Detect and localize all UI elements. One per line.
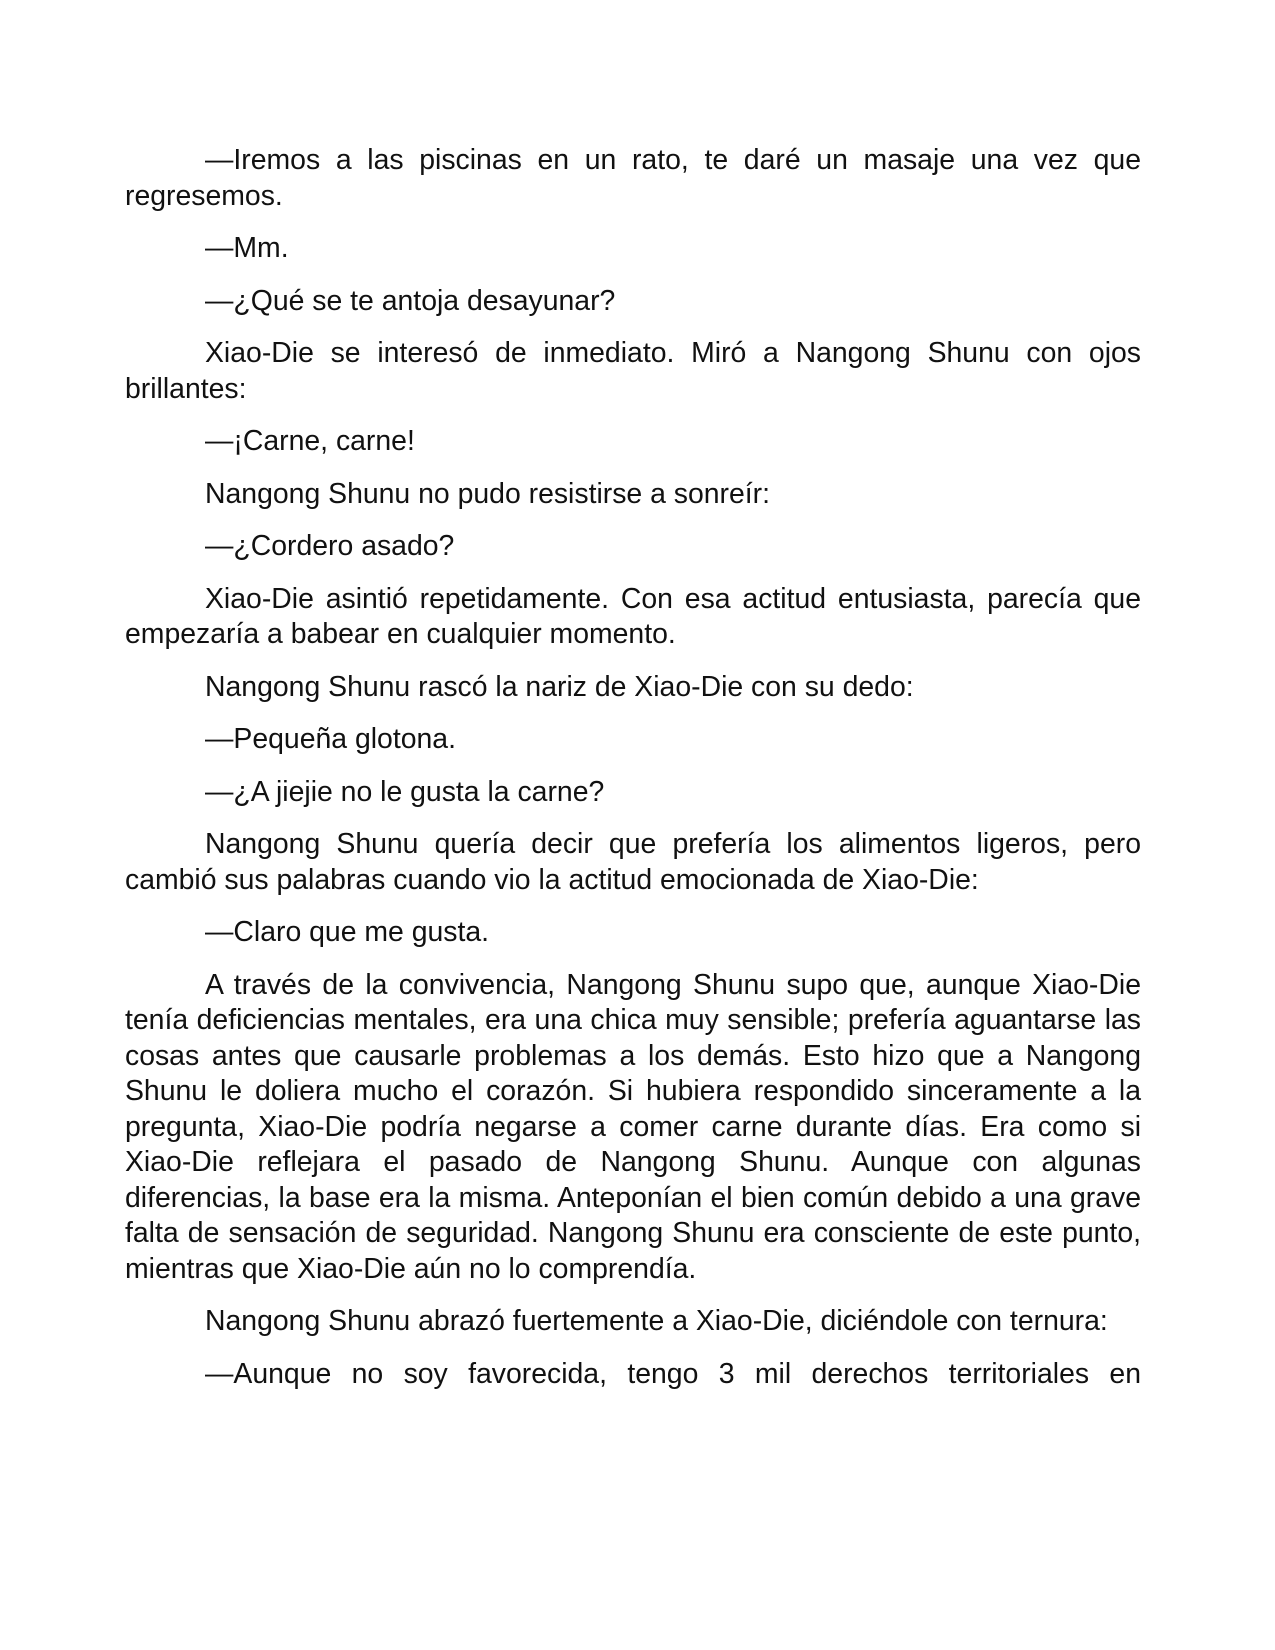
- paragraph-14: A través de la convivencia, Nangong Shunu supo que, aunque Xiao-Die tenía deficiencias mentales, era una chica muy sensible; prefería aguantarse las cosas antes que causarle problemas a los demás. Esto hizo que a Nangong Shunu le doliera mucho el corazón. Si hubiera respondido sinceramente a la pregunta, Xiao-Die podría negarse a comer carne durante días. Era como si Xiao-Die reflejara el pasado de Nangong Shunu. Aunque con algunas diferencias, la base era la misma. Anteponían el bien común debido a una grave falta de sensación de seguridad. Nangong Shunu era consciente de este punto, mientras que Xiao-Die aún no lo comprendía.: [125, 968, 1141, 1285]
- paragraph-2: —Mm.: [205, 232, 289, 264]
- paragraph-8: Xiao-Die asintió repetidamente. Con esa actitud entusiasta, parecía que empezaría a babear en cualquier momento.: [125, 582, 1141, 650]
- paragraph-12: Nangong Shunu quería decir que prefería los alimentos ligeros, pero cambió sus palabras cuando vio la actitud emocionada de Xiao-Die:: [125, 828, 1141, 896]
- paragraph-7: —¿Cordero asado?: [205, 530, 455, 562]
- paragraph-9: Nangong Shunu rascó la nariz de Xiao-Die con su dedo:: [205, 670, 914, 703]
- paragraph-11: —¿A jiejie no le gusta la carne?: [205, 775, 605, 808]
- paragraph-5: —¡Carne, carne!: [205, 425, 415, 457]
- paragraph-1: —Iremos a las piscinas en un rato, te daré un masaje una vez que regresemos.: [125, 144, 1141, 212]
- paragraph-10: —Pequeña glotona.: [205, 723, 456, 755]
- paragraph-3: —¿Qué se te antoja desayunar?: [205, 284, 616, 317]
- paragraph-6: Nangong Shunu no pudo resistirse a sonreír:: [205, 477, 771, 510]
- paragraph-16: —Aunque no soy favorecida, tengo 3 mil derechos territoriales en: [205, 1357, 1141, 1390]
- paragraph-4: Xiao-Die se interesó de inmediato. Miró a Nangong Shunu con ojos brillantes:: [125, 337, 1141, 405]
- body-text: [125, 143, 1141, 1392]
- paragraph-13: —Claro que me gusta.: [205, 916, 490, 948]
- paragraph-15: Nangong Shunu abrazó fuertemente a Xiao-Die, diciéndole con ternura:: [205, 1305, 1108, 1337]
